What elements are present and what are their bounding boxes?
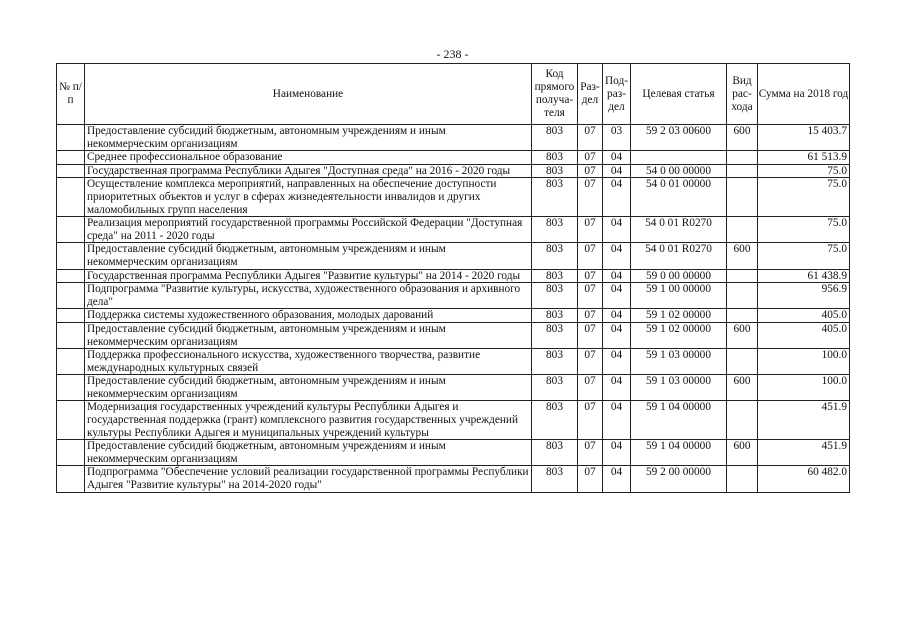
cell-target: 59 1 02 00000: [631, 309, 727, 323]
cell-section: 07: [578, 243, 603, 269]
cell-target: 59 1 03 00000: [631, 349, 727, 375]
header-section: Раз-дел: [578, 64, 603, 125]
cell-section: 07: [578, 375, 603, 401]
cell-expense: [727, 283, 758, 309]
cell-amount: 75.0: [758, 217, 850, 243]
cell-target: 59 0 00 00000: [631, 269, 727, 283]
cell-code: 803: [532, 151, 578, 165]
cell-code: 803: [532, 164, 578, 178]
cell-num: [57, 217, 85, 243]
cell-num: [57, 440, 85, 466]
cell-subsection: 04: [603, 309, 631, 323]
cell-section: 07: [578, 283, 603, 309]
table-row: [57, 375, 850, 401]
cell-subsection: 04: [603, 466, 631, 492]
cell-expense: 600: [727, 322, 758, 348]
cell-code: 803: [532, 401, 578, 440]
cell-num: [57, 125, 85, 151]
cell-amount: 75.0: [758, 243, 850, 269]
cell-amount: 75.0: [758, 178, 850, 217]
cell-amount: 15 403.7: [758, 125, 850, 151]
table-row: [57, 269, 850, 283]
cell-expense: [727, 178, 758, 217]
cell-subsection: 04: [603, 243, 631, 269]
cell-target: 59 1 03 00000: [631, 375, 727, 401]
cell-subsection: 04: [603, 440, 631, 466]
table-row: [57, 164, 850, 178]
cell-expense: [727, 309, 758, 323]
cell-num: [57, 401, 85, 440]
cell-name: Осуществление комплекса мероприятий, направленных на обеспечение доступности приоритетных объектов и услуг в сферах жизнедеятельности инвалидов и других маломобильных групп населения: [85, 178, 532, 217]
header-subsection: Под-раз-дел: [603, 64, 631, 125]
table-row: [57, 309, 850, 323]
cell-section: 07: [578, 349, 603, 375]
cell-code: 803: [532, 125, 578, 151]
cell-amount: 61 438.9: [758, 269, 850, 283]
table-row: [57, 401, 850, 440]
table-row: [57, 322, 850, 348]
cell-section: 07: [578, 440, 603, 466]
table-row: [57, 349, 850, 375]
cell-subsection: 04: [603, 283, 631, 309]
cell-subsection: 04: [603, 151, 631, 165]
cell-num: [57, 349, 85, 375]
table-row: [57, 243, 850, 269]
header-name: Наименование: [85, 64, 532, 125]
cell-target: 59 2 03 00600: [631, 125, 727, 151]
cell-section: 07: [578, 164, 603, 178]
cell-name: Поддержка системы художественного образования, молодых дарований: [85, 309, 532, 323]
table-row: [57, 178, 850, 217]
cell-expense: 600: [727, 243, 758, 269]
cell-amount: 100.0: [758, 349, 850, 375]
cell-num: [57, 164, 85, 178]
table-row: [57, 151, 850, 165]
cell-subsection: 04: [603, 269, 631, 283]
cell-name: Реализация мероприятий государственной программы Российской Федерации "Доступная среда" на 2011 - 2020 годы: [85, 217, 532, 243]
cell-section: 07: [578, 269, 603, 283]
cell-code: 803: [532, 349, 578, 375]
cell-code: 803: [532, 178, 578, 217]
cell-target: 59 1 04 00000: [631, 401, 727, 440]
header-amount: Сумма на 2018 год: [758, 64, 850, 125]
cell-expense: [727, 164, 758, 178]
cell-code: 803: [532, 322, 578, 348]
table-header-row: [57, 64, 850, 125]
cell-section: 07: [578, 401, 603, 440]
cell-subsection: 04: [603, 217, 631, 243]
table-row: [57, 466, 850, 492]
cell-num: [57, 269, 85, 283]
cell-code: 803: [532, 217, 578, 243]
cell-section: 07: [578, 178, 603, 217]
cell-expense: [727, 269, 758, 283]
header-target: Целевая статья: [631, 64, 727, 125]
cell-target: 59 1 02 00000: [631, 322, 727, 348]
header-expense: Вид рас-хода: [727, 64, 758, 125]
table-row: [57, 440, 850, 466]
cell-expense: 600: [727, 125, 758, 151]
cell-num: [57, 178, 85, 217]
cell-name: Предоставление субсидий бюджетным, автономным учреждениям и иным некоммерческим организациям: [85, 322, 532, 348]
cell-amount: 451.9: [758, 401, 850, 440]
table-row: [57, 283, 850, 309]
cell-num: [57, 243, 85, 269]
cell-expense: [727, 217, 758, 243]
table-row: [57, 217, 850, 243]
cell-section: 07: [578, 125, 603, 151]
cell-num: [57, 309, 85, 323]
cell-num: [57, 322, 85, 348]
cell-name: Государственная программа Республики Адыгея "Развитие культуры" на 2014 - 2020 годы: [85, 269, 532, 283]
cell-subsection: 03: [603, 125, 631, 151]
cell-code: 803: [532, 375, 578, 401]
cell-amount: 75.0: [758, 164, 850, 178]
cell-target: 54 0 01 00000: [631, 178, 727, 217]
cell-code: 803: [532, 309, 578, 323]
cell-section: 07: [578, 309, 603, 323]
cell-subsection: 04: [603, 322, 631, 348]
cell-expense: [727, 466, 758, 492]
cell-name: Предоставление субсидий бюджетным, автономным учреждениям и иным некоммерческим организациям: [85, 243, 532, 269]
cell-expense: 600: [727, 440, 758, 466]
cell-expense: [727, 401, 758, 440]
cell-amount: 451.9: [758, 440, 850, 466]
table-row: [57, 125, 850, 151]
cell-code: 803: [532, 283, 578, 309]
cell-expense: 600: [727, 375, 758, 401]
cell-num: [57, 283, 85, 309]
cell-name: Подпрограмма "Развитие культуры, искусства, художественного образования и архивного дела": [85, 283, 532, 309]
cell-subsection: 04: [603, 178, 631, 217]
cell-name: Поддержка профессионального искусства, художественного творчества, развитие международных культурных связей: [85, 349, 532, 375]
cell-num: [57, 375, 85, 401]
cell-code: 803: [532, 440, 578, 466]
cell-code: 803: [532, 466, 578, 492]
cell-section: 07: [578, 151, 603, 165]
budget-table: [56, 63, 850, 493]
cell-expense: [727, 151, 758, 165]
header-num: № п/п: [57, 64, 85, 125]
cell-section: 07: [578, 322, 603, 348]
cell-amount: 100.0: [758, 375, 850, 401]
cell-subsection: 04: [603, 164, 631, 178]
cell-name: Предоставление субсидий бюджетным, автономным учреждениям и иным некоммерческим организациям: [85, 125, 532, 151]
cell-target: 59 2 00 00000: [631, 466, 727, 492]
cell-target: 59 1 04 00000: [631, 440, 727, 466]
cell-name: Модернизация государственных учреждений культуры Республики Адыгея и государственная поддержка (грант) комплексного развития государственных учреждений культуры Республики Адыгея и муниципальных учреждений культуры: [85, 401, 532, 440]
cell-amount: 405.0: [758, 309, 850, 323]
cell-section: 07: [578, 217, 603, 243]
cell-name: Подпрограмма "Обеспечение условий реализации государственной программы Республики Адыгея "Развитие культуры" на 2014-2020 годы": [85, 466, 532, 492]
cell-target: [631, 151, 727, 165]
cell-amount: 61 513.9: [758, 151, 850, 165]
cell-amount: 956.9: [758, 283, 850, 309]
cell-target: 59 1 00 00000: [631, 283, 727, 309]
cell-subsection: 04: [603, 401, 631, 440]
cell-section: 07: [578, 466, 603, 492]
page-number: - 238 -: [436, 47, 469, 61]
cell-code: 803: [532, 243, 578, 269]
cell-code: 803: [532, 269, 578, 283]
cell-num: [57, 151, 85, 165]
cell-name: Предоставление субсидий бюджетным, автономным учреждениям и иным некоммерческим организациям: [85, 440, 532, 466]
cell-name: Среднее профессиональное образование: [85, 151, 532, 165]
cell-subsection: 04: [603, 349, 631, 375]
cell-amount: 60 482.0: [758, 466, 850, 492]
cell-name: Государственная программа Республики Адыгея "Доступная среда" на 2016 - 2020 годы: [85, 164, 532, 178]
header-code: Код прямого получа-теля: [532, 64, 578, 125]
cell-num: [57, 466, 85, 492]
cell-target: 54 0 01 R0270: [631, 217, 727, 243]
cell-subsection: 04: [603, 375, 631, 401]
cell-expense: [727, 349, 758, 375]
cell-amount: 405.0: [758, 322, 850, 348]
cell-target: 54 0 01 R0270: [631, 243, 727, 269]
cell-name: Предоставление субсидий бюджетным, автономным учреждениям и иным некоммерческим организациям: [85, 375, 532, 401]
cell-target: 54 0 00 00000: [631, 164, 727, 178]
